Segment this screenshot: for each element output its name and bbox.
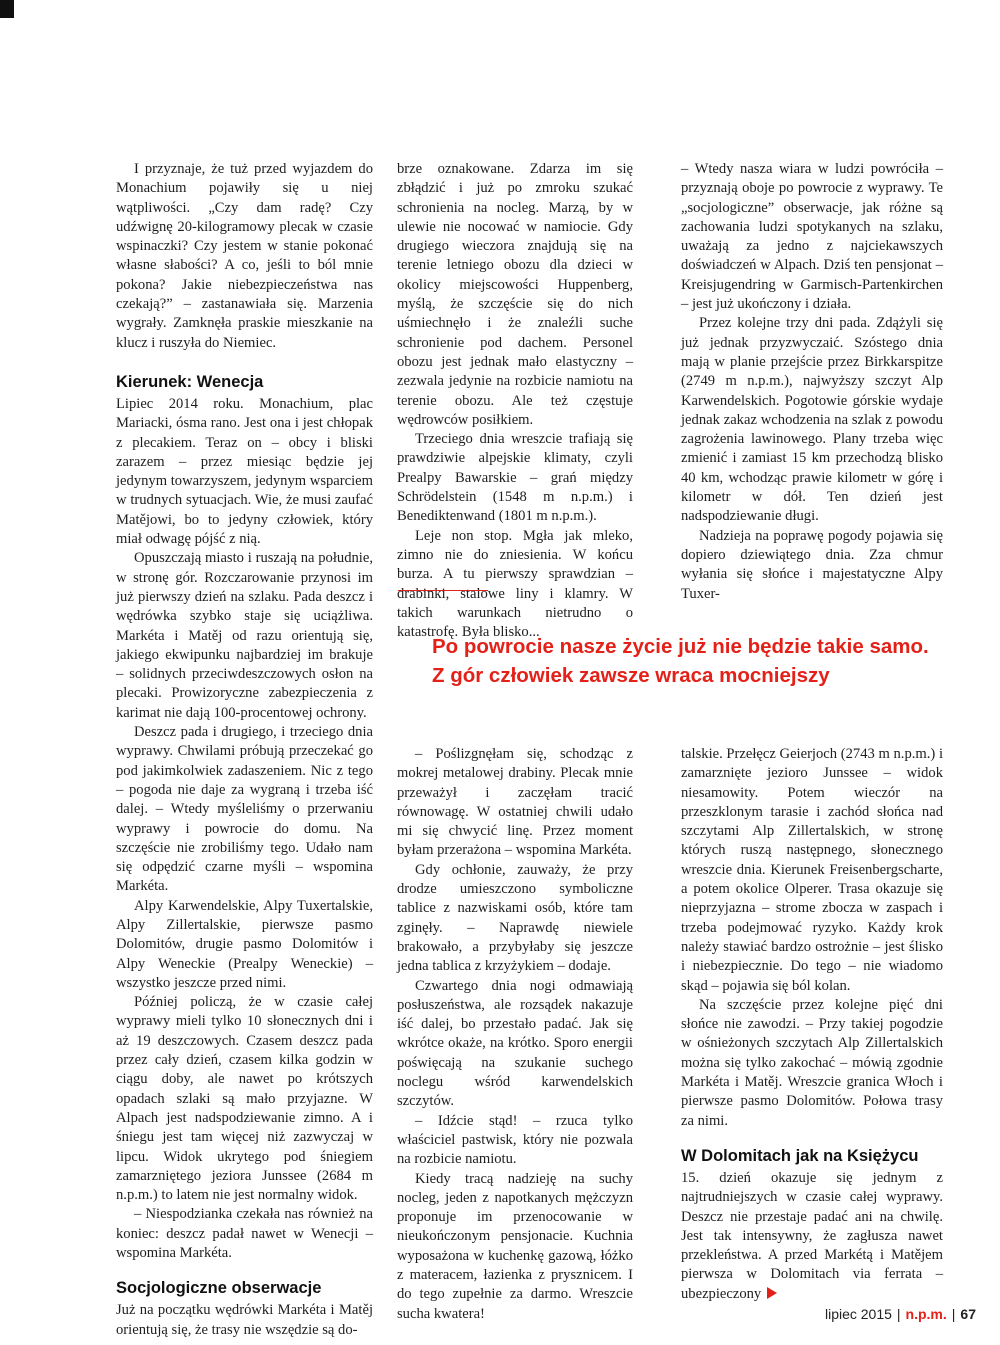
page-footer bbox=[825, 1306, 976, 1322]
continue-arrow-icon bbox=[767, 1287, 777, 1299]
footer-separator: | bbox=[951, 1306, 956, 1322]
paragraph-text: 15. dzień okazuje się jednym z najtrudniejszych w czasie całej wyprawy. Deszcz nie przestaje padać ani na chwilę. Jest tak intensywny, że zagłusza nawet przekleństwa. A przed Markétą i Matějem pierwsza w Dolomitach via ferrata – ubezpieczony bbox=[681, 1169, 943, 1302]
section-heading-dolomity: W Dolomitach jak na Księżycu bbox=[681, 1146, 919, 1165]
paragraph: I przyznaje, że tuż przed wyjazdem do Monachium pojawiły się u niej wątpliwości. „Czy dam radę? Czy udźwignę 20-kilogramowy plecak w czasie wspinaczki? Czy jestem w stanie pokonać własne słabości? A co, jeśli to ból mnie pokona? Jakie niebezpieczeństwa nas czekają?” – zastanawiała się. Marzenia wygrały. Zamknęła praskie mieszkanie na klucz i ruszyła do Niemiec. bbox=[116, 161, 373, 351]
paragraph: Nadzieja na poprawę pogody pojawia się dopiero dziewiątego dnia. Zza chmur wyłania się słońce i majestatyczne Alpy Tuxer- bbox=[681, 527, 943, 602]
page-number: 67 bbox=[960, 1306, 976, 1322]
paragraph-continues bbox=[681, 1169, 943, 1304]
paragraph: – Wtedy nasza wiara w ludzi powróciła – przyznają oboje po powrocie z wyprawy. Te „socjologiczne” obserwacje, jak różne są zachowania ludzi spotykanych na szlaku, uważają za jedno z najciekawszych doświadczeń w Alpach. Dziś ten pensjonat – Kreisjugendring w Garmisch-Partenkirchen – jest już ukończony i działa. bbox=[681, 161, 943, 313]
magazine-name: n.p.m. bbox=[905, 1306, 947, 1322]
paragraph: Kiedy tracą nadzieję na suchy nocleg, jeden z napotkanych mężczyzn proponuje im przenocowanie w nieukończonym pensjonacie. Kuchnia wyposażona w kuchenkę gazową, łóżko z materacem, łazienka z prysznicem. I do tego zupełnie za darmo. Wreszcie sucha kwatera! bbox=[397, 1170, 633, 1322]
paragraph: – Niespodzianka czekała nas również na koniec: deszcz padał nawet w Wenecji – wspomina Markéta. bbox=[116, 1206, 373, 1262]
column-3-top bbox=[681, 160, 943, 604]
paragraph: talskie. Przełęcz Geierjoch (2743 m n.p.m.) i zamarznięte jezioro Junssee – widok niesamowity. Potem wieczór na przeszklonym tarasie i zachód słońca nad szczytami Alp Zillertalskich, w stronę których ruszą następnego, słonecznego wreszcie dnia. Kierunek Freisenbergscharte, a potem okolice Olperer. Trasa okazuje się nieprzyjazna – strome zbocza w zaspach i trzeba podejmować ryzyko. Każdy krok należy stawiać bardzo ostrożnie – jest ślisko i niebezpiecznie. Do tego – nie wiadomo skąd – pojawia się ból kolan. bbox=[681, 746, 943, 994]
paragraph: Deszcz pada i drugiego, i trzeciego dnia wyprawy. Chwilami próbują przeczekać go pod jakimkolwiek zadaszeniem. Nic z tego – pogoda nie daje za wygraną i trzeba iść dalej. – Wtedy myśleliśmy o przerwaniu wyprawy i powrocie do domu. Na szczęście nie zrobiliśmy tego. Udało nam się odpędzić czarne myśli – wspomina Markéta. bbox=[116, 724, 373, 895]
pull-quote-line-2: Z gór człowiek zawsze wraca mocniejszy bbox=[432, 664, 830, 687]
paragraph: Później policzą, że w czasie całej wyprawy mieli tylko 10 słonecznych dni i aż 19 deszczowych. Czasem deszcz pada przez cały dzień, czasem kilka godzin w ciągu doby, ale nawet po krótszych opadach szlaki są mało przyjazne. W Alpach jest nadspodziewanie zimno. A i śniegu jest tam więcej niż zazwyczaj w lipcu. Widok ukrytego pod śniegiem zamarzniętego jeziora Junssee (2684 m n.p.m.) to latem nie jest normalny widok. bbox=[116, 994, 373, 1204]
pull-quote-line-1: Po powrocie nasze życie już nie będzie takie samo. bbox=[432, 635, 929, 658]
paragraph: Alpy Karwendelskie, Alpy Tuxertalskie, Alpy Zillertalskie, pierwsze pasmo Dolomitów, drugie pasmo Dolomitów i Alpy Weneckie (Prealpy Weneckie) – wszystko jeszcze przed nimi. bbox=[116, 897, 373, 991]
paragraph: Już na początku wędrówki Markéta i Matěj orientują się, że trasy nie wszędzie są do- bbox=[116, 1302, 373, 1338]
pull-quote bbox=[432, 632, 972, 690]
paragraph: Leje non stop. Mgła jak mleko, zimno nie do zniesienia. W końcu burza. A tu pierwszy sprawdzian – drabinki, stalowe liny i klamry. W takich warunkach nietrudno o katastrofę. Była blisko... bbox=[397, 527, 633, 641]
section-heading-socjologiczne: Socjologiczne obserwacje bbox=[116, 1279, 322, 1298]
footer-separator: | bbox=[896, 1306, 901, 1322]
paragraph: Czwartego dnia nogi odmawiają posłuszeństwa, ale rozsądek nakazuje iść dalej, bo przestało padać. Jak się wkrótce okaże, na krótko. Sporo energii poświęcają na szukanie suchego noclegu wśród karwendelskich szczytów. bbox=[397, 977, 633, 1110]
paragraph: – Idźcie stąd! – rzuca tylko właściciel pastwisk, który nie pozwala na rozbicie namiotu. bbox=[397, 1112, 633, 1168]
issue-date: lipiec 2015 bbox=[824, 1306, 892, 1322]
column-2-top bbox=[397, 160, 633, 642]
paragraph: Gdy ochłonie, zauważy, że przy drodze umieszczono symboliczne tablice z nazwiskami osób, które tam zginęły. – Naprawdę niewiele brakowało, a przybyłaby się jeszcze jedna tablica z krzyżykiem – dodaje. bbox=[397, 861, 633, 975]
column-3-bottom bbox=[681, 745, 943, 1304]
section-heading-kierunek: Kierunek: Wenecja bbox=[116, 372, 264, 391]
paragraph: Lipiec 2014 roku. Monachium, plac Mariacki, ósma rano. Jest ona i jest chłopak z plecakiem. Teraz on – obcy i bliski zarazem – przez miesiąc będzie jej jedynym towarzyszem, jedynym wsparciem w trudnych sytuacjach. Wie, że musi zaufać Matějowi, bo to jedyny człowiek, który miał odwagę pójść z nią. bbox=[116, 395, 373, 548]
column-1 bbox=[116, 160, 373, 1340]
paragraph: Trzeciego dnia wreszcie trafiają się prawdziwie alpejskie klimaty, czyli Prealpy Bawarskie – grań między Schrödelstein (1548 m n.p.m.) i Benediktenwand (1801 m n.p.m.). bbox=[397, 431, 633, 525]
column-2-bottom bbox=[397, 745, 633, 1324]
paragraph: – Poślizgnęłam się, schodząc z mokrej metalowej drabiny. Plecak mnie przeważył i zaczęłam tracić równowagę. W ostatniej chwili udało mi się chwycić linę. Przez moment byłam przerażona – wspomina Markéta. bbox=[397, 746, 633, 859]
pull-quote-rule bbox=[398, 590, 488, 591]
scan-corner-mark bbox=[0, 0, 14, 18]
paragraph: brze oznakowane. Zdarza im się zbłądzić i już po zmroku szukać schronienia na nocleg. Marzą, by w ulewie nie nocować w namiocie. Gdy drugiego wieczora znajdują się na terenie letniego obozu dla dzieci w okolicy miejscowości Huppenberg, myślą, że szczęście się do nich uśmiechnęło i że znaleźli suche schronienie pod dachem. Personel obozu jest jednak mało elastyczny – zezwala jedynie na rozbicie namiotu na terenie obozu. Ale też częstuje wędrowców posiłkiem. bbox=[397, 161, 633, 428]
paragraph: Na szczęście przez kolejne pięć dni słońce nie zawodzi. – Przy takiej pogodzie w ośnieżonych szczytach Alp Zillertalskich można się tylko zakochać – mówią zgodnie Markéta i Matěj. Wreszcie granica Włoch i pierwsze pasmo Dolomitów. Połowa trasy za nimi. bbox=[681, 996, 943, 1129]
paragraph: Przez kolejne trzy dni pada. Zdążyli się już jednak przyzwyczaić. Szóstego dnia mają w planie przejście przez Birkkarspitze (2749 m n.p.m.), najwyższy szczyt Alp Karwendelskich. Pogotowie górskie wydaje jednak zakaz wchodzenia na szlak z powodu zagrożenia lawinowego. Plany trzeba więc zmienić i zamiast 15 km przechodzą blisko 40 km, wchodząc prawie kilometr w górę i kilometr w dół. Ten dzień jest nadspodziewanie długi. bbox=[681, 315, 943, 525]
paragraph: Opuszczają miasto i ruszają na południe, w stronę gór. Rozczarowanie przynosi im już pierwszy dzień na szlaku. Pada deszcz i wędrówka szybko staje się uciążliwa. Markéta i Matěj od razu orientują się, jakiego ekwipunku najbardziej im brakuje – solidnych przeciwdeszczowych osłon na plecaki. Prowizoryczne zabezpieczenia z karimat nie dają 100-procentowej ochrony. bbox=[116, 550, 373, 721]
